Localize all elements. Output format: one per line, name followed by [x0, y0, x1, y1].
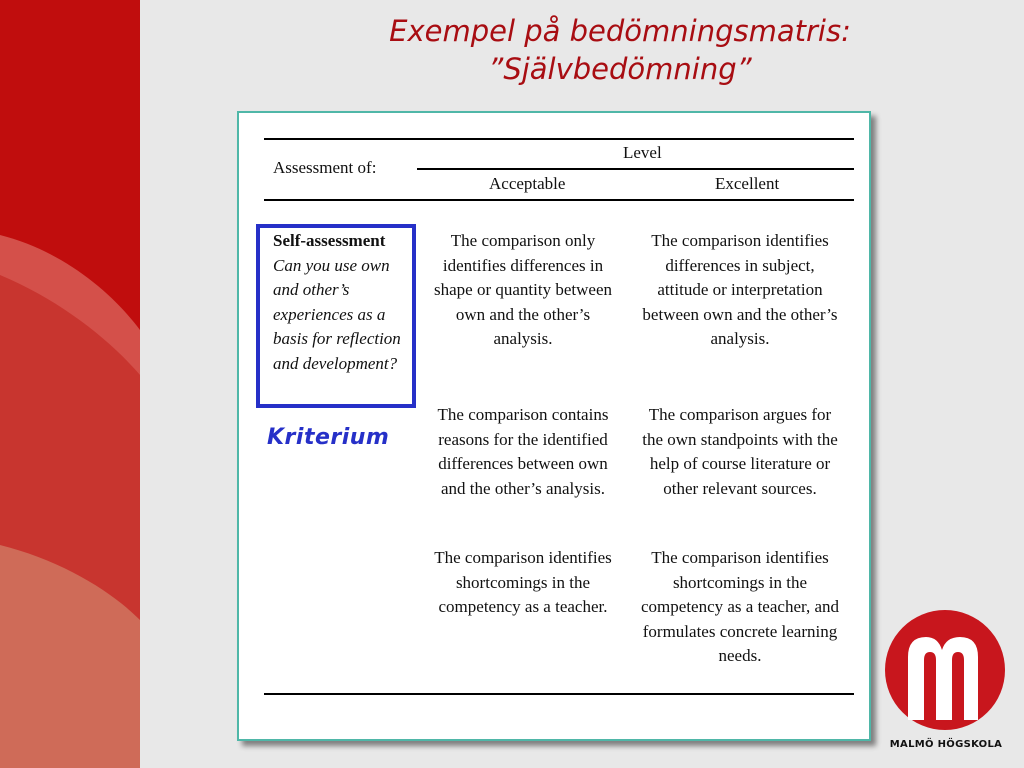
level-rule: [417, 168, 854, 170]
kriterium-label: Kriterium: [267, 425, 390, 450]
row1-acceptable: The comparison only identifies differences in shape or quantity between own and the other’s analysis.: [434, 231, 612, 348]
decorative-left-band: [0, 0, 140, 768]
table-bottom-rule: [264, 693, 854, 695]
row2-acceptable: The comparison contains reasons for the identified differences between own and the other’s analysis.: [437, 405, 609, 498]
row2-excellent: The comparison argues for the own standpoints with the help of course literature or other relevant sources.: [642, 405, 838, 498]
row3-acceptable: The comparison identifies shortcomings in the competency as a teacher.: [434, 548, 612, 616]
assessment-of-header: Assessment of:: [273, 158, 377, 177]
criterion-title: Self-assessment: [273, 231, 386, 250]
slide-title-line2: ”Självbedömning”: [488, 52, 752, 86]
excellent-header: Excellent: [715, 174, 780, 193]
row1-excellent: The comparison identifies differences in subject, attitude or interpretation between own and the other’s analysis.: [642, 231, 838, 348]
slide-title: [180, 12, 1024, 88]
slide-title-line1: Exempel på bedömningsmatris:: [389, 14, 851, 48]
criterion-question: Can you use own and other’s experiences as a basis for reflection and development?: [273, 255, 401, 373]
malmo-hogskola-logo-icon: [880, 602, 1010, 762]
row3-excellent: The comparison identifies shortcomings in the competency as a teacher, and formulates concrete learning needs.: [641, 548, 840, 665]
decorative-curves-icon: [0, 0, 140, 768]
logo-text: MALMÖ HÖGSKOLA: [889, 739, 1003, 750]
criterion-cell: [273, 229, 418, 376]
acceptable-header: Acceptable: [489, 174, 566, 193]
assessment-matrix-image: [237, 111, 871, 741]
header-bottom-rule: [264, 199, 854, 201]
level-header: Level: [623, 143, 662, 162]
table-top-rule: [264, 138, 854, 140]
